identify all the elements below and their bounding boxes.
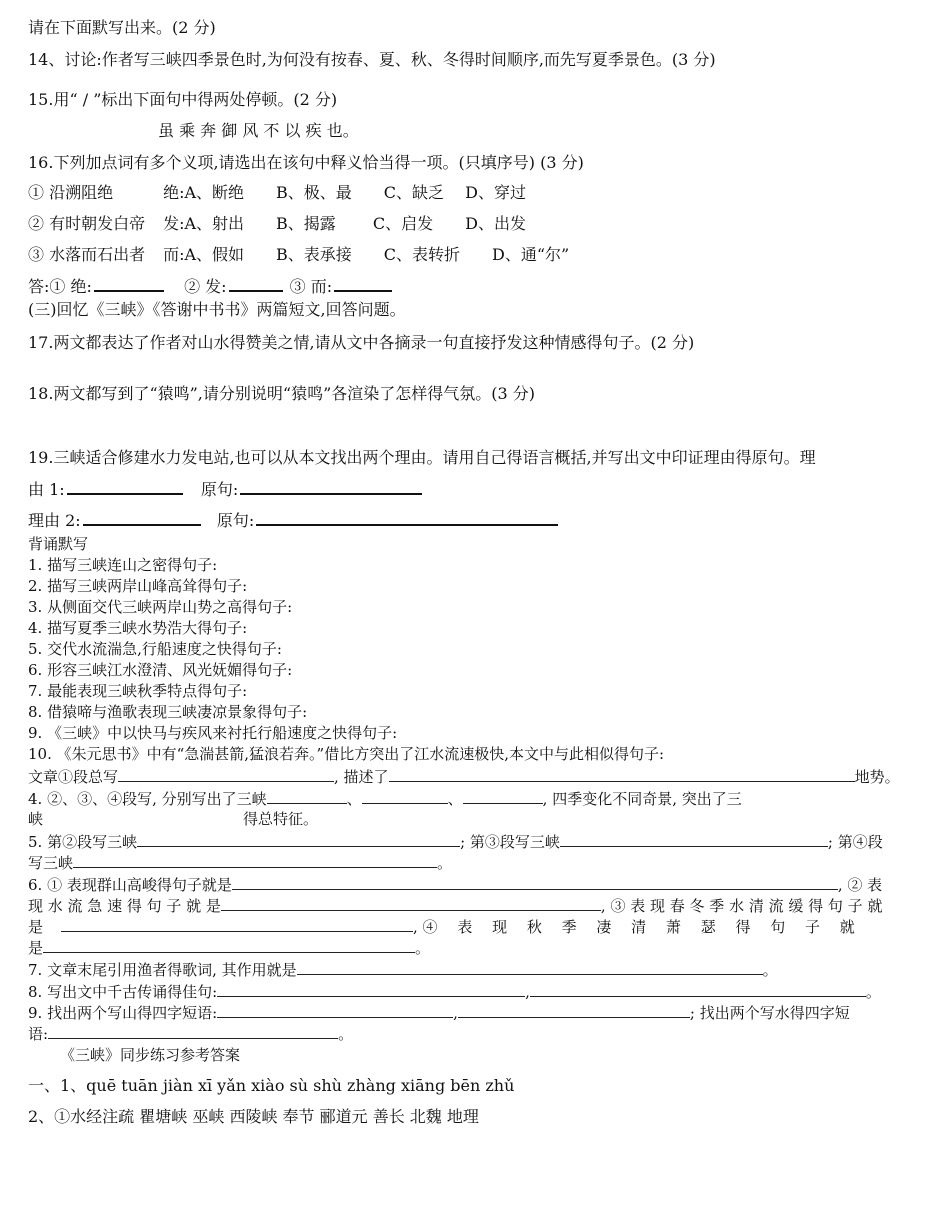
answer-blank[interactable] (560, 832, 828, 847)
text: 7. 文章末尾引用渔者得歌词, 其作用就是 (28, 961, 297, 979)
recite-item-8 (28, 703, 307, 721)
text: 是 (28, 939, 44, 957)
text: , (453, 1004, 458, 1022)
text: , 描述了 (334, 768, 389, 786)
question-16-item-3 (28, 245, 569, 265)
text: , ④ 表 现 秋 季 凄 清 萧 瑟 得 句 子 就 (413, 918, 855, 936)
recite-item-3 (28, 598, 292, 616)
text: 2. 描写三峡两岸山峰高耸得句子: (28, 577, 248, 595)
text: 峡 (28, 810, 44, 828)
text: , 四季变化不同奇景, 突出了三 (542, 790, 742, 808)
text: , ② 表 (837, 876, 883, 894)
text: 1. 描写三峡连山之密得句子: (28, 556, 218, 574)
instruction-line (28, 18, 216, 38)
answer-blank[interactable] (362, 789, 448, 804)
options: 发:A、射出 B、揭露 C、启发 D、出发 (163, 214, 526, 233)
text: , (525, 983, 530, 1001)
text: 现 水 流 急 速 得 句 子 就 是 (28, 897, 221, 915)
answers-title (60, 1046, 240, 1064)
recite-item-7 (28, 682, 247, 700)
recite-item-4 (28, 619, 247, 637)
text: 文章①段总写 (28, 768, 119, 786)
answer-blank[interactable] (297, 960, 763, 975)
answer-blank[interactable] (67, 479, 183, 495)
text: ② 发: (184, 277, 227, 296)
text: 6. 形容三峡江水澄清、风光妩媚得句子: (28, 661, 293, 679)
text: 16.下列加点词有多个义项,请选出在该句中释义恰当得一项。(只填序号) (3 分) (28, 153, 584, 172)
recite-item-2 (28, 577, 247, 595)
fill-item-5 (28, 832, 883, 851)
answer-blank[interactable] (48, 1024, 338, 1039)
answer-blank[interactable] (229, 276, 283, 292)
phrase: ① 沿溯阻绝 (28, 183, 114, 202)
recite-item-6 (28, 661, 292, 679)
answer-blank[interactable] (232, 875, 838, 890)
text: 写三峡 (28, 854, 74, 872)
phrase: ② 有时朝发白帝 (28, 214, 146, 233)
answer-blank[interactable] (83, 510, 201, 526)
question-19-reason-2 (28, 510, 560, 531)
recite-item-9 (28, 724, 397, 742)
fill-item-8 (28, 982, 881, 1001)
fill-item-4 (28, 789, 742, 808)
answer-blank[interactable] (458, 1003, 690, 1018)
text: 6. ① 表现群山高峻得句子就是 (28, 876, 232, 894)
text: ; 第③段写三峡 (460, 833, 560, 851)
answer-blank[interactable] (240, 479, 422, 495)
question-15 (28, 90, 337, 110)
fill-item-6-cont-3 (28, 938, 430, 957)
text: 、 (346, 790, 362, 808)
answer-blank[interactable] (267, 789, 347, 804)
question-19-reason-1 (28, 479, 424, 500)
text: 。 (338, 1025, 354, 1043)
recite-item-1 (28, 556, 217, 574)
text: 18.两文都写到了“猿鸣”,请分别说明“猿鸣”各渲染了怎样得气氛。(3 分) (28, 384, 536, 403)
text: 5. 交代水流湍急,行船速度之快得句子: (28, 640, 282, 658)
text: 15.用“ / ”标出下面句中得两处停顿。(2 分) (28, 90, 338, 109)
section-3-heading (28, 300, 406, 320)
answer-blank[interactable] (530, 982, 866, 997)
text: 5. 第②段写三峡 (28, 833, 138, 851)
question-16-answer-line (28, 276, 394, 297)
options: 绝:A、断绝 B、极、最 C、缺乏 D、穿过 (163, 183, 526, 202)
text: 9. 《三峡》中以快马与疾风来衬托行船速度之快得句子: (28, 724, 398, 742)
fill-item-7 (28, 960, 778, 979)
text: 19.三峡适合修建水力发电站,也可以从本文找出两个理由。请用自己得语言概括,并写出文中印证理由得原句。理 (28, 448, 816, 467)
question-15-sentence (158, 121, 359, 141)
recite-item-10 (28, 745, 664, 763)
text: 理由 2: (28, 511, 81, 530)
text: 17.两文都表达了作者对山水得赞美之情,请从文中各摘录一句直接抒发这种情感得句子。(2 分) (28, 333, 695, 352)
text: ③ 而: (289, 277, 333, 296)
fill-item-6-cont-1 (28, 896, 882, 915)
text: 7. 最能表现三峡秋季特点得句子: (28, 682, 248, 700)
text: 8. 写出文中千古传诵得佳句: (28, 983, 218, 1001)
text: 。 (415, 939, 431, 957)
text: 3. 从侧面交代三峡两岸山势之高得句子: (28, 598, 293, 616)
question-16-item-1 (28, 183, 526, 203)
phrase: ③ 水落而石出者 (28, 245, 146, 264)
answer-blank[interactable] (137, 832, 460, 847)
recite-title (28, 535, 88, 553)
text: , ③ 表 现 春 冬 季 水 清 流 缓 得 句 子 就 (600, 897, 883, 915)
question-16 (28, 153, 584, 173)
answer-blank[interactable] (43, 938, 415, 953)
fill-item-6 (28, 875, 882, 894)
text: 背诵默写 (28, 535, 89, 553)
text: ; 找出两个写水得四字短 (689, 1004, 850, 1022)
answer-2 (28, 1107, 479, 1127)
text: 4. 描写夏季三峡水势浩大得句子: (28, 619, 248, 637)
answer-blank[interactable] (221, 896, 601, 911)
text: 语: (28, 1025, 49, 1043)
question-14 (28, 50, 716, 70)
text: 请在下面默写出来。(2 分) (28, 18, 216, 37)
text: 9. 找出两个写山得四字短语: (28, 1004, 218, 1022)
text: 。 (865, 983, 881, 1001)
text: 。 (437, 854, 453, 872)
text: 8. 借猿啼与渔歌表现三峡凄凉景象得句子: (28, 703, 308, 721)
answer-blank[interactable] (61, 917, 413, 932)
answer-blank[interactable] (118, 767, 334, 782)
answer-blank[interactable] (463, 789, 543, 804)
answer-1 (28, 1076, 514, 1096)
text: 一、1、quē tuān jiàn xī yǎn xiào sù shù zhàng xiāng bēn zhǔ (28, 1076, 515, 1095)
fill-item-6-cont-2 (28, 917, 855, 936)
text: 4. ②、③、④段写, 分别写出了三峡 (28, 790, 267, 808)
question-16-item-2 (28, 214, 526, 234)
text: 2、①水经注疏 瞿塘峡 巫峡 西陵峡 奉节 郦道元 善长 北魏 地理 (28, 1107, 479, 1126)
text: 是 (28, 918, 44, 936)
text: 《三峡》同步练习参考答案 (60, 1046, 241, 1064)
fill-item-9 (28, 1003, 850, 1022)
answer-blank[interactable] (217, 982, 525, 997)
answer-blank[interactable] (334, 276, 392, 292)
answer-blank[interactable] (73, 853, 437, 868)
recite-item-5 (28, 640, 282, 658)
fill-paragraph-1 (28, 767, 900, 786)
text: 得总特征。 (243, 810, 319, 828)
question-18 (28, 384, 535, 404)
text: 地势。 (854, 768, 900, 786)
text: (三)回忆《三峡》《答谢中书书》两篇短文,回答问题。 (28, 300, 406, 319)
question-17 (28, 333, 694, 353)
text: 原句: (200, 480, 239, 499)
text: ; 第④段 (827, 833, 883, 851)
answer-blank[interactable] (217, 1003, 453, 1018)
text: 答:① 绝: (28, 277, 92, 296)
text: 、 (447, 790, 463, 808)
fill-item-9-cont (28, 1024, 353, 1043)
text: 。 (762, 961, 778, 979)
text: 10. 《朱元思书》中有“急湍甚箭,猛浪若奔。”借比方突出了江水流速极快,本文中与此相似得句子: (28, 745, 665, 763)
options: 而:A、假如 B、表承接 C、表转折 D、通“尔” (163, 245, 570, 264)
fill-item-4-cont (28, 810, 318, 828)
text: 原句: (216, 511, 255, 530)
fill-item-5-cont (28, 853, 452, 872)
text: 虽 乘 奔 御 风 不 以 疾 也。 (158, 121, 359, 140)
text: 由 1: (28, 480, 65, 499)
answer-blank[interactable] (389, 767, 855, 782)
question-19 (28, 448, 816, 468)
answer-blank[interactable] (94, 276, 164, 292)
text: 14、讨论:作者写三峡四季景色时,为何没有按春、夏、秋、冬得时间顺序,而先写夏季景色。(3 分) (28, 50, 716, 69)
answer-blank[interactable] (256, 510, 558, 526)
